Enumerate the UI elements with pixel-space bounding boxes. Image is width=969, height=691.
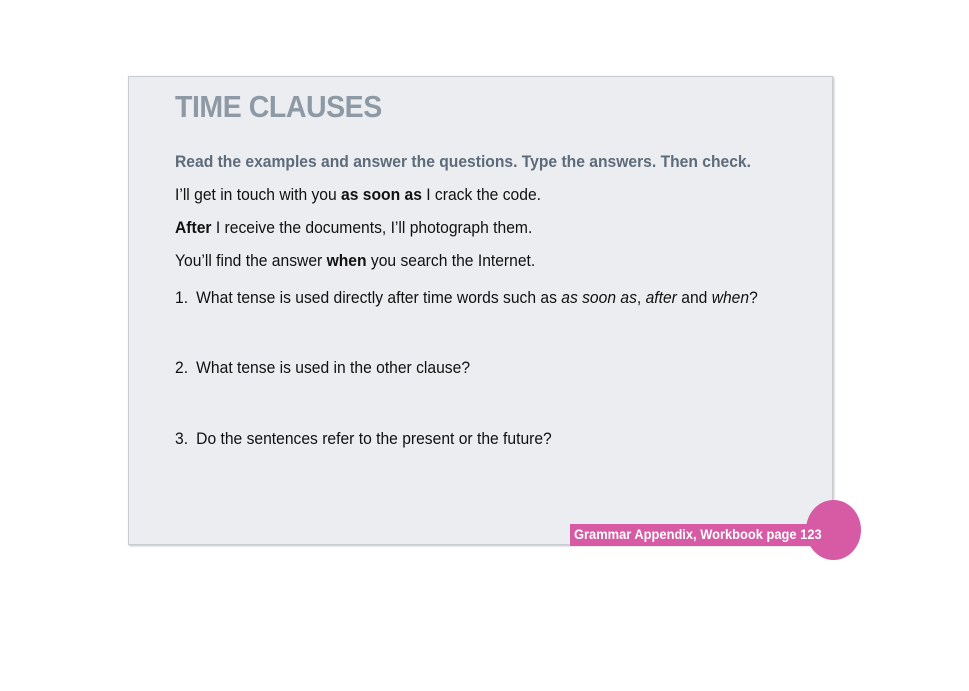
question-1-number: 1. — [175, 288, 189, 307]
example-1-before: I’ll get in touch with you — [175, 185, 342, 204]
page-title: TIME CLAUSES — [175, 89, 382, 124]
question-3-number: 3. — [175, 429, 189, 448]
grammar-reference-label: Grammar Appendix, Workbook page 123 — [574, 526, 822, 542]
question-3 — [175, 429, 552, 449]
exercise-card — [128, 76, 833, 545]
example-sentence-2 — [175, 218, 532, 238]
example-1-time-word: as soon as — [341, 185, 422, 204]
example-3-before: You’ll find the answer — [175, 251, 327, 270]
question-2 — [175, 358, 470, 378]
example-3-after: you search the Internet. — [366, 251, 536, 270]
question-1-sep-1: , — [636, 288, 646, 307]
question-2-number: 2. — [175, 358, 189, 377]
question-1-italic-1: as soon as — [561, 288, 637, 307]
question-1-sep-2: and — [676, 288, 712, 307]
example-2-time-word: After — [175, 218, 212, 237]
question-1-text-end: ? — [749, 288, 758, 307]
example-sentence-1 — [175, 185, 541, 205]
question-1-italic-2: after — [645, 288, 677, 307]
question-1 — [175, 288, 758, 308]
question-1-text-start: What tense is used directly after time words such as — [196, 288, 562, 307]
example-1-after: I crack the code. — [421, 185, 541, 204]
example-2-after: I receive the documents, I’ll photograph them. — [211, 218, 533, 237]
example-sentence-3 — [175, 251, 535, 271]
instruction-text: Read the examples and answer the questions. Type the answers. Then check. — [175, 152, 751, 171]
question-2-text: What tense is used in the other clause? — [196, 358, 471, 377]
question-1-italic-3: when — [711, 288, 750, 307]
example-3-time-word: when — [326, 251, 367, 270]
question-3-text: Do the sentences refer to the present or the future? — [196, 429, 552, 448]
